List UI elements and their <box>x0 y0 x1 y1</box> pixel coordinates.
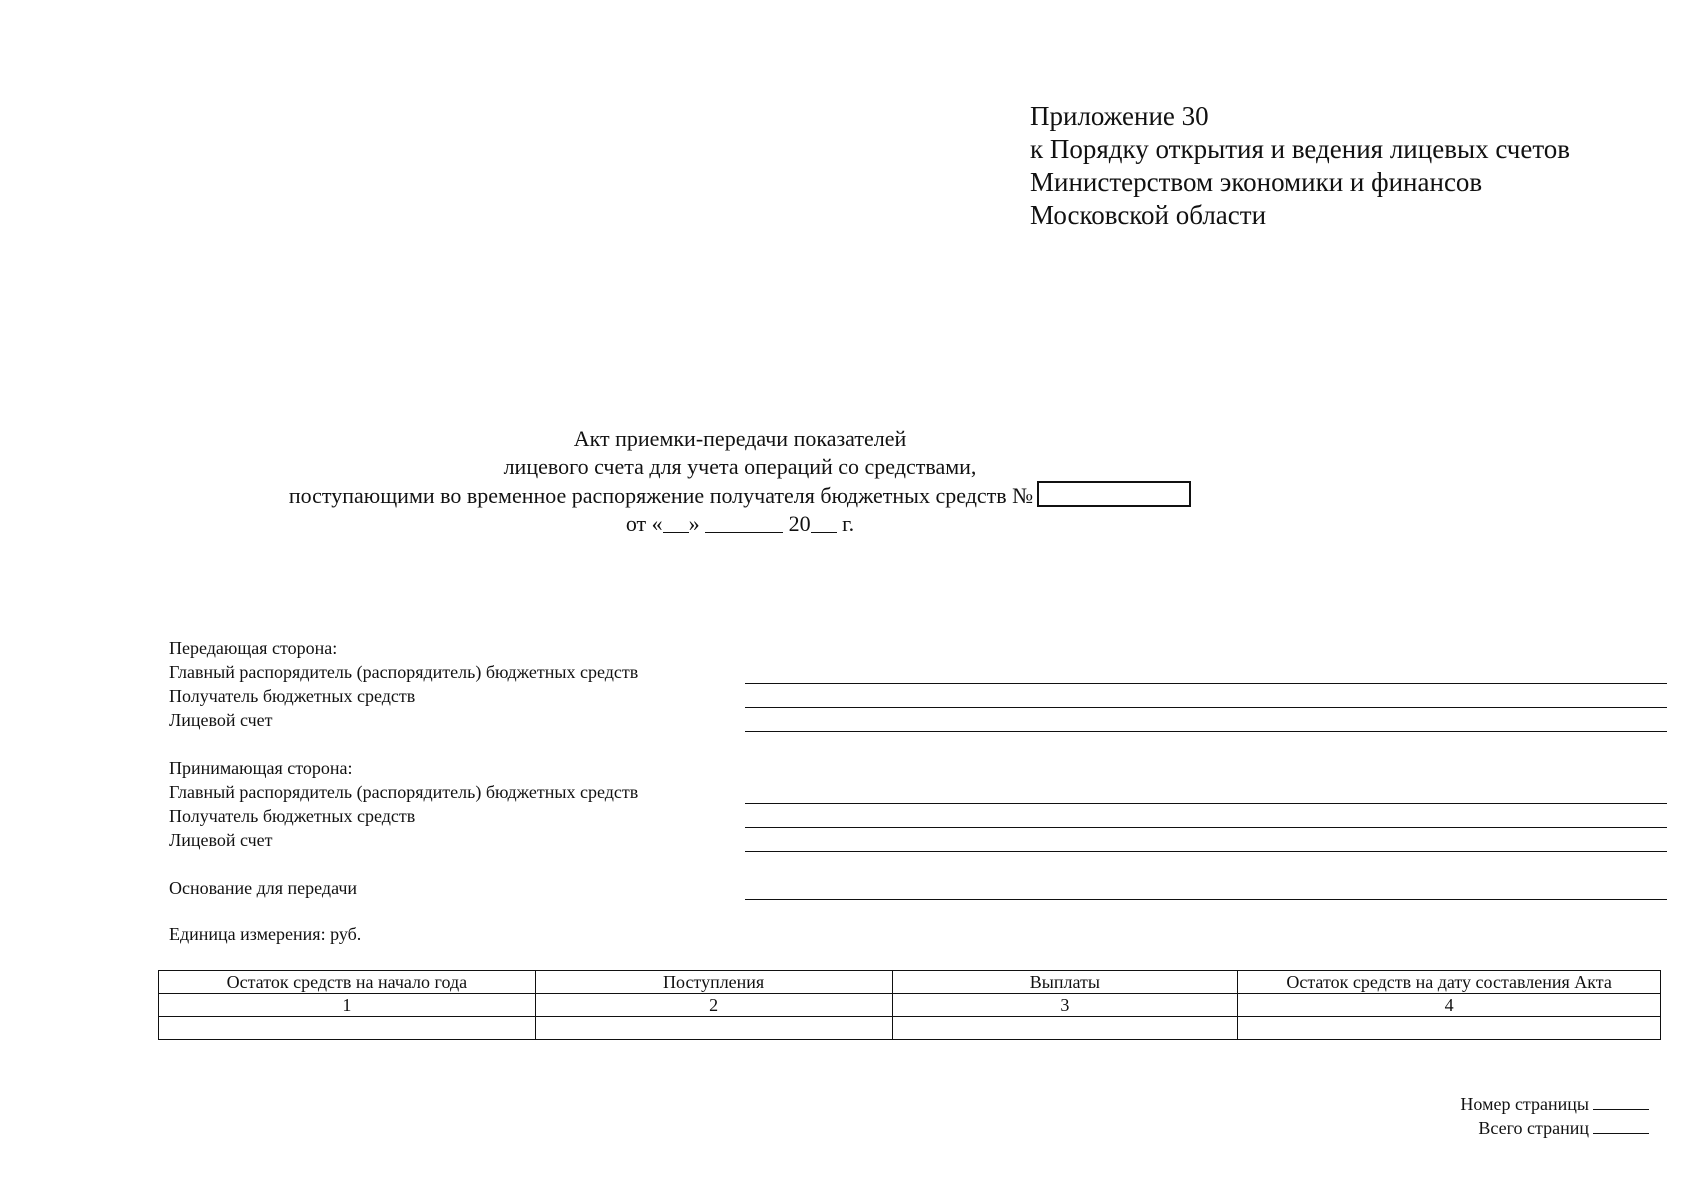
balances-table <box>158 970 1661 1040</box>
column-number: 3 <box>892 994 1238 1017</box>
title-date-line <box>0 510 1480 538</box>
appendix-line-3: Министерством экономики и финансов <box>1030 167 1483 197</box>
column-number: 1 <box>159 994 536 1017</box>
opening-balance-cell[interactable] <box>159 1017 536 1040</box>
table-number-row <box>159 994 1661 1017</box>
date-month-field[interactable] <box>705 514 783 533</box>
title-line-1: Акт приемки-передачи показателей <box>573 426 907 451</box>
receiving-account-row <box>169 828 1667 852</box>
transferring-account-label: Лицевой счет <box>169 710 273 730</box>
receiving-chief-row <box>169 780 1667 804</box>
date-year-prefix: 20 <box>788 511 811 536</box>
basis-field[interactable] <box>745 881 1667 900</box>
spacer <box>169 852 1667 876</box>
receiving-chief-label: Главный распорядитель (распорядитель) бюджетных средств <box>169 782 639 802</box>
appendix-line-4: Московской области <box>1030 200 1267 230</box>
date-day-field[interactable] <box>663 514 689 533</box>
transferring-account-field[interactable] <box>745 713 1667 732</box>
column-number: 4 <box>1238 994 1661 1017</box>
transferring-account-row <box>169 708 1667 732</box>
closing-balance-cell[interactable] <box>1238 1017 1661 1040</box>
act-number-field[interactable] <box>1037 481 1191 507</box>
transferring-heading: Передающая сторона: <box>169 638 338 658</box>
basis-row <box>169 876 1667 900</box>
appendix-line-1: Приложение 30 <box>1030 101 1209 131</box>
date-year-field[interactable] <box>811 514 837 533</box>
parties-section <box>169 636 1667 900</box>
transferring-recipient-row <box>169 684 1667 708</box>
date-prefix: от « <box>625 511 663 536</box>
transferring-chief-row <box>169 660 1667 684</box>
transferring-chief-field[interactable] <box>745 665 1667 684</box>
receiving-heading: Принимающая сторона: <box>169 758 353 778</box>
table-row <box>159 1017 1661 1040</box>
receiving-recipient-field[interactable] <box>745 809 1667 828</box>
page-number-row <box>1460 1092 1649 1116</box>
transferring-recipient-label: Получатель бюджетных средств <box>169 686 416 706</box>
title-line-3-text: поступающими во временное распоряжение получателя бюджетных средств № <box>288 483 1034 508</box>
title-line-2: лицевого счета для учета операций со средствами, <box>503 454 977 479</box>
receiving-heading-row <box>169 756 1667 780</box>
spacer <box>169 732 1667 756</box>
transferring-heading-row <box>169 636 1667 660</box>
receiving-recipient-label: Получатель бюджетных средств <box>169 806 416 826</box>
receiving-account-label: Лицевой счет <box>169 830 273 850</box>
transferring-recipient-field[interactable] <box>745 689 1667 708</box>
total-pages-label: Всего страниц <box>1478 1118 1589 1138</box>
appendix-header <box>1030 100 1570 232</box>
payments-cell[interactable] <box>892 1017 1238 1040</box>
total-pages-field[interactable] <box>1593 1117 1649 1134</box>
receiving-chief-field[interactable] <box>745 785 1667 804</box>
header-cell-payments: Выплаты <box>892 971 1238 994</box>
document-title <box>0 425 1480 538</box>
title-line-3 <box>0 481 1480 510</box>
header-cell-receipts: Поступления <box>535 971 892 994</box>
header-cell-closing-balance: Остаток средств на дату составления Акта <box>1238 971 1661 994</box>
receipts-cell[interactable] <box>535 1017 892 1040</box>
total-pages-row <box>1460 1116 1649 1140</box>
page-counter <box>1460 1092 1649 1140</box>
basis-label: Основание для передачи <box>169 878 358 898</box>
appendix-line-2: к Порядку открытия и ведения лицевых счетов <box>1030 134 1571 164</box>
table-header-row <box>159 971 1661 994</box>
transferring-chief-label: Главный распорядитель (распорядитель) бюджетных средств <box>169 662 639 682</box>
unit-label: Единица измерения: руб. <box>169 924 362 944</box>
receiving-recipient-row <box>169 804 1667 828</box>
header-cell-opening-balance: Остаток средств на начало года <box>159 971 536 994</box>
column-number: 2 <box>535 994 892 1017</box>
date-suffix: г. <box>842 511 855 536</box>
receiving-account-field[interactable] <box>745 833 1667 852</box>
page-number-field[interactable] <box>1593 1093 1649 1110</box>
date-mid: » <box>688 511 700 536</box>
page-number-label: Номер страницы <box>1460 1094 1589 1114</box>
